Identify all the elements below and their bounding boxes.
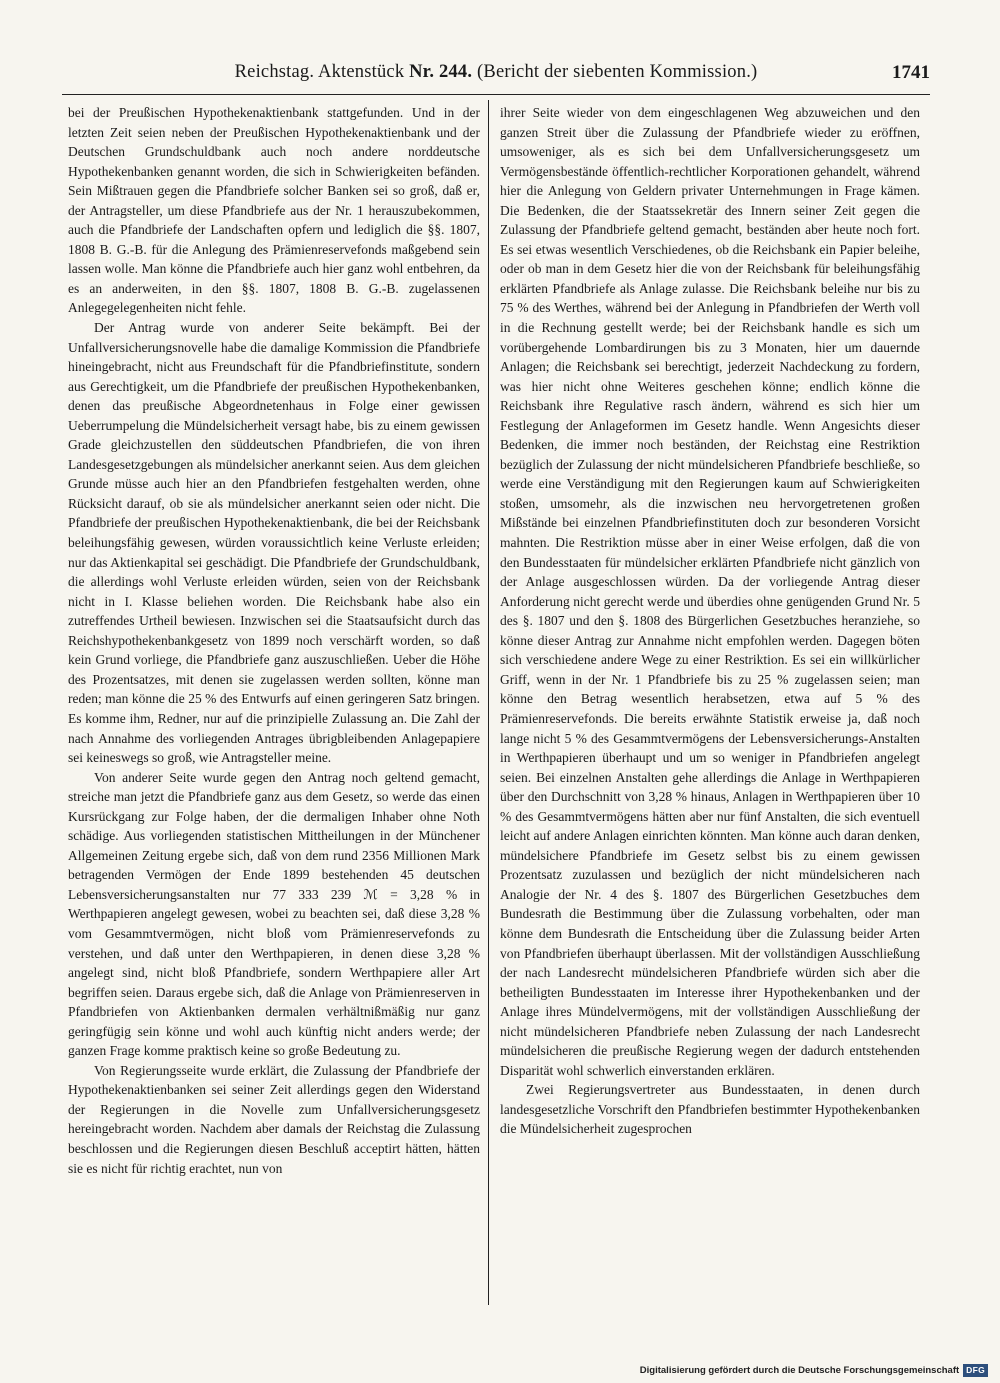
column-divider <box>488 100 489 1305</box>
paragraph: Von anderer Seite wurde gegen den Antrag noch geltend gemacht, streiche man jetzt die Pfandbriefe ganz aus dem Gesetz, so werde das einen Kursrückgang zur Folge haben, der die dermaligen Inhaber ohne Noth schädige. Aus vorliegenden statistischen Mittheilungen in der Münchener Allgemeinen Zeitung ergebe sich, daß von dem rund 2356 Millionen Mark betragenden Vermögen der Ende 1899 bestehenden 45 deutschen Lebensversicherungsanstalten nur 77 333 239 ℳ = 3,28 % in Werthpapieren angelegt gewesen, wobei zu beachten sei, daß diese 3,28 % vom Gesammtvermögen, nicht bloß vom Prämienreservefonds zu verstehen, und daß unter den Werthpapieren, in denen diese 3,28 % angelegt sind, nicht bloß Pfandbriefe, sondern Werthpapiere aller Art begriffen seien. Daraus ergebe sich, daß die Anlage von Prämienreserven in Pfandbriefen von Aktienbanken dermalen verhältnißmäßig nur ganz geringfügig sein könne und wohl auch künftig nicht anders werde; der ganzen Frage komme praktisch keine so große Bedeutung zu. <box>68 769 480 1059</box>
paragraph: Von Regierungsseite wurde erklärt, die Zulassung der Pfandbriefe der Hypothekenaktienbanken sei seiner Zeit allerdings gegen den Widerstand der Regierungen in die Novelle zum Unfallversicherungsgesetz hereingebracht worden. Nachdem aber damals der Reichstag die Zulassung beschlossen und die Regierungen diesen Beschluß acceptirt hätten, hätten sie es nicht für richtig erachtet, nun von <box>68 1062 480 1176</box>
footer-credit <box>640 1362 988 1378</box>
header-title-suffix: (Bericht der siebenten Kommission.) <box>477 62 758 82</box>
dfg-logo: DFG <box>963 1364 988 1377</box>
footer-text: Digitalisierung gefördert durch die Deutsche Forschungsgemeinschaft <box>639 1364 960 1376</box>
header-document-number: Nr. 244. <box>409 62 473 82</box>
page-header <box>62 56 930 95</box>
paragraph: Zwei Regierungsvertreter aus Bundesstaaten, in denen durch landesgesetzliche Vorschrift den Pfandbriefen bestimmter Hypothekenbanken die Mündelsicherheit zugesprochen <box>500 1082 920 1137</box>
paragraph: bei der Preußischen Hypothekenaktienbank stattgefunden. Und in der letzten Zeit seien neben der Preußischen Hypothekenaktienbank und der Deutschen Grundschuldbank auch noch andere norddeutsche Hypothekenbanken genannt worden, die sich in Schwierigkeiten befänden. Sein Mißtrauen gegen die Pfandbriefe solcher Banken sei so groß, daß er, der Antragsteller, um diese Pfandbriefe aus der Nr. 1 herauszubekommen, auch die Pfandbriefe der Landschaften opfern und lediglich die §§. 1807, 1808 B. G.-B. für die Anlegung des Prämienreservefonds maßgebend sein lassen wolle. Man könne die Pfandbriefe auch hier ganz wohl entbehren, da es an anderweiten, in den §§. 1807, 1808 B. G.-B. zugelassenen Anlegegelegenheiten nicht fehle. <box>68 105 480 316</box>
left-column <box>68 103 480 1303</box>
paragraph: Der Antrag wurde von anderer Seite bekämpft. Bei der Unfallversicherungsnovelle habe die damalige Kommission die Pfandbriefe hineingebracht, nicht aus Freundschaft für die Pfandbriefinstitute, sondern aus Gerechtigkeit, um die Pfandbriefe der preußischen Hypothekenbanken, denen das preußische Abgeordnetenhaus in Folge einer gewissen Ueberrumpelung die Mündelsicherheit versagt habe, bis zu einem gewissen Grade gleichzustellen den süddeutschen Pfandbriefen, die von ihren Landesgesetzgebungen als mündelsicher anerkannt seien. Aus dem gleichen Grunde müsse auch hier an den Pfandbriefen festgehalten werden, ohne Rücksicht darauf, ob sie als mündelsicher anerkannt seien oder nicht. Die Pfandbriefe der preußischen Hypothekenaktienbank, die bei der Reichsbank beleihungsfähig gewesen, würden voraussichtlich keine Verluste erleiden; nur das Aktienkapital sei geschädigt. Die Pfandbriefe der Grundschuldbank, die allerdings wohl Verluste erleiden würden, seien von der Reichsbank nicht in I. Klasse beliehen worden. Die Reichsbank habe also ein zutreffendes Urtheil bewiesen. Inzwischen sei die Staatsaufsicht durch das Reichshypothekenbankgesetz von 1899 noch verschärft worden, so daß kein Grund vorliege, die Pfandbriefe ganz auszuschließen. Ueber die Höhe des Prozentsatzes, mit denen sie zugelassen werden sollten, könne man reden; man könne die 25 % des Entwurfs auf einen geringeren Satz bringen. Es komme ihm, Redner, nur auf die prinzipielle Zulassung an. Die Zahl der nach Annahme des vorliegenden Antrages übrigbleibenden Anlagepapiere sei keineswegs so groß, wie Antragsteller meine. <box>68 320 480 766</box>
page-number: 1741 <box>892 62 930 83</box>
right-column <box>500 103 920 1303</box>
header-title <box>62 62 930 83</box>
paragraph: ihrer Seite wieder von dem eingeschlagenen Weg abzuweichen und den ganzen Streit über die Zulassung der Pfandbriefe wieder zu eröffnen, umsoweniger, als es sich bei dem Unfallversicherungsgesetz um Vermögensbestände öffentlich-rechtlicher Korporationen gehandelt, während hier die Anlegung von Geldern privater Unternehmungen in Frage kämen. Die Bedenken, die der Staatssekretär des Innern seiner Zeit gegen die Zulassung der Pfandbriefe geltend gemacht, beständen aber heute noch fort. Es sei etwas wesentlich Verschiedenes, ob die Reichsbank ein Papier beleihe, oder ob man in dem Gesetz hier die von der Reichsbank für beleihungsfähig erklärten Pfandbriefe als Anlage zulasse. Die Reichsbank beleihe nur bis zu 75 % des Werthes, während bei der Anlegung in Pfandbriefen der Werth voll in die Rechnung gestellt werde; bei der Reichsbank handle es sich um vorübergehende Lombardirungen bis zu 3 Monaten, hier um dauernde Anlagen; die Reichsbank sei berechtigt, jederzeit Nachdeckung zu fordern, was hier nicht ohne Weiteres geschehen könne; endlich könne die Reichsbank ihre Regulative rasch ändern, während es sich hier um Festlegung der Anlageformen im Gesetz handle. Wenn Angesichts dieser Bedenken, die immer noch beständen, der Reichstag eine Restriktion bezüglich der Zulassung der nicht mündelsicheren Pfandbriefe beschließe, so werde eine Verständigung mit den Regierungen kaum auf Schwierigkeiten stoßen, umsomehr, als die inzwischen neu hervorgetretenen großen Mißstände bei einzelnen Pfandbriefinstituten doch zur besonderen Vorsicht mahnten. Die Restriktion müsse aber in einer Weise erfolgen, daß die von den Bundesstaaten für mündelsicher erklärten Pfandbriefe nicht gänzlich von der Anlage ausgeschlossen würden. Da der vorliegende Antrag dieser Anforderung nicht gerecht werde und überdies ohne genügenden Grund Nr. 5 des §. 1807 und den §. 1808 des Bürgerlichen Gesetzbuches heranziehe, so könne dieser Antrag zur Annahme nicht empfohlen werden. Dagegen böten sich verschiedene andere Wege zu einer Restriktion. Es sei ein willkürlicher Griff, wenn in der Nr. 1 Pfandbriefe bis zu 25 % zugelassen seien; man könne den Betrag wesentlich herabsetzen, etwa auf 5 % des Prämienreservefonds. Die bereits erwähnte Statistik erweise ja, daß noch lange nicht 5 % des Gesammtvermögens der Lebensversicherungs-Anstalten in Werthpapieren überhaupt und um so weniger in Pfandbriefen angelegt seien. Bei einzelnen Anstalten gehe allerdings die Anlage in Werthpapieren über den Durchschnitt von 3,28 % hinaus, Anlagen in Werthpapieren über 10 % des Gesammtvermögens hätten aber nur fünf Anstalten, die sich eventuell leicht auf andere Anlagen einrichten könnten. Man könne auch daran denken, mündelsichere Pfandbriefe im Gesetz selbst bis zu einem gewissen Prozentsatz zuzulassen und bezüglich der nicht mündelsicheren nach Analogie der Nr. 4 des §. 1807 des Bürgerlichen Gesetzbuches dem Bundesrath die Bestimmung über die Zulassung vorbehalten, oder man könne dem Bundesrath die Entscheidung über die Zulassung beider Arten von Pfandbriefen überhaupt überlassen. Mit der vollständigen Ausschließung der nach Landesrecht mündelsicheren Pfandbriefe würden sich aber die betheiligten Bundesstaaten im Interesse ihrer Hypothekenbanken und der Anlage ihres Mündelvermögens, mit der vollständigen Ausschließung der nicht mündelsicheren Pfandbriefe neben Zulassung der nach Landesrecht mündelsicheren die preußische Regierung wegen der dadurch entstehenden Disparität wohl schwerlich einverstanden erklären. <box>500 105 920 1078</box>
header-title-prefix: Reichstag. Aktenstück <box>234 62 405 82</box>
